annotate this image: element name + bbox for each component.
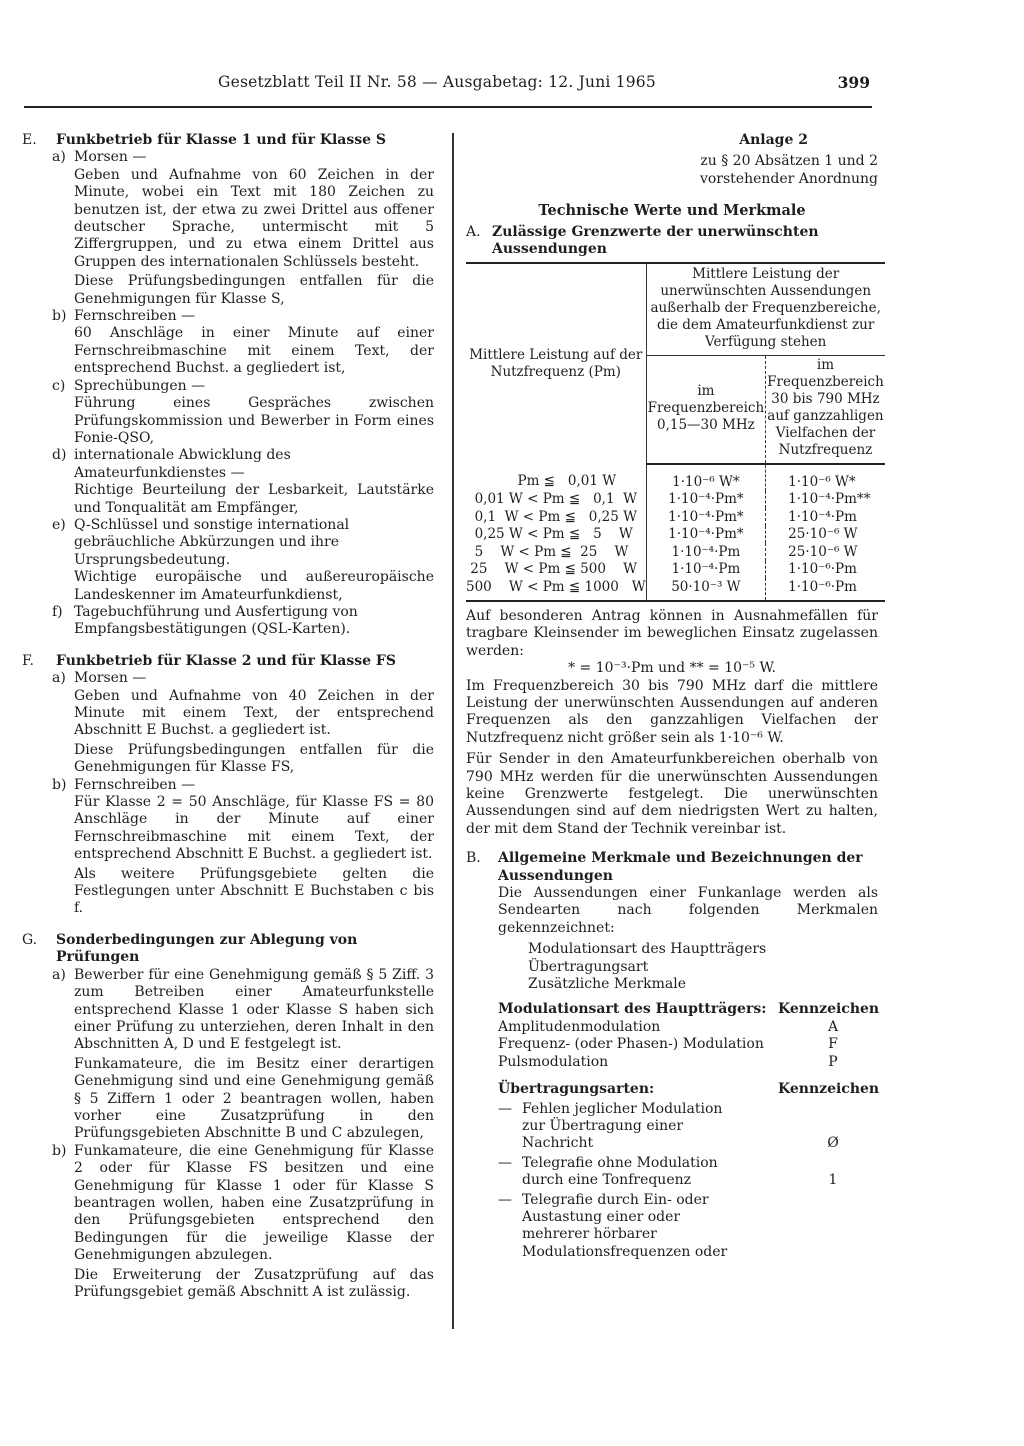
table-row [466,578,885,601]
annex-reference: vorstehender Anordnung [699,170,878,187]
item-paragraph: 60 Anschläge in einer Minute auf einer Fernschreibmaschine mit einem Text, der entsprechend Buchst. a gegliedert ist, [74,325,434,377]
section-e-heading [22,132,434,149]
section-g-item-a [22,967,434,1143]
section-title: Allgemeine Merkmale und Bezeichnungen der Aussendungen [498,850,863,884]
section-e-item-f [22,604,434,639]
table-cell-power: 5 W < Pm ≦ 25 W [466,543,646,561]
table-row [466,543,885,561]
section-letter: G. [22,931,38,948]
item-label: e) [52,516,66,533]
item-paragraph: Als weitere Prüfungsgebiete gelten die Festlegungen unter Abschnitt E Buchstaben c bis f. [74,865,434,917]
paragraph: Für Sender in den Amateurfunkbereichen oberhalb von 790 MHz werden für die unerwünschten Aussendungen keine Grenzwerte festgelegt. Die unerwünschten Aussendungen sind auf dem niedrigsten Wert zu halten, der mit dem Stand der Technik vereinbar ist. [466,751,878,837]
item-paragraph: Diese Prüfungsbedingungen entfallen für die Genehmigungen für Klasse FS, [74,741,434,776]
section-letter: A. [466,223,481,240]
section-f-item-a [22,670,434,776]
transmission-code: Ø [827,1135,839,1152]
section-f-item-b [22,777,434,918]
paragraph: Im Frequenzbereich 30 bis 790 MHz darf die mittlere Leistung der unerwünschten Aussendungen auf anderen Frequenzen als den ganzzahligen Vielfachen der Nutzfrequenz nicht größer sein als 1·10⁻⁶ W. [466,677,878,746]
transmission-code [788,1192,878,1262]
item-paragraph: Wichtige europäische und außereuropäische Landeskenner im Amateurfunkdienst, [74,569,434,603]
table-header-range-b: im Frequenzbereich 30 bis 790 MHz auf ganzzahligen Vielfachen der Nutzfrequenz [766,356,885,465]
table-row [466,508,885,526]
table-cell-power: 25 W < Pm ≦ 500 W [466,561,646,579]
table-cell-range-b: 1·10⁻⁴·Pm** [788,491,871,508]
paragraph: Auf besonderen Antrag können in Ausnahmefällen für tragbare Kleinsender im beweglichen Einsatz zugelassen werden: [466,607,878,659]
list-item: Übertragungsart [528,958,649,975]
item-paragraph: Richtige Beurteilung der Lesbarkeit, Lautstärke und Tonqualität am Empfänger, [74,482,434,516]
modulation-label: Amplitudenmodulation [498,1018,661,1035]
table-row [466,561,885,579]
code-heading: Kennzeichen [778,1081,880,1098]
section-e-item-d [22,447,434,517]
item-label: f) [52,603,63,620]
table-cell-power: 500 W < Pm ≦ 1000 W [466,578,646,601]
table-cell-range-a: 1·10⁻⁴·Pm [646,543,766,561]
item-paragraph: Für Klasse 2 = 50 Anschläge, für Klasse FS = 80 Anschläge in der Minute auf einer Fernschreibmaschine mit einem Text, der entsprechend Abschnitt E Buchst. a gegliedert ist. [74,794,434,863]
technical-title: Technische Werte und Merkmale [538,202,806,220]
table-header-range-a: im Frequenzbereich 0,15—30 MHz [646,356,766,465]
modulation-label: Pulsmodulation [498,1053,609,1070]
section-g-item-b [22,1143,434,1302]
item-label: a) [52,670,66,687]
item-title: Morsen — [74,670,147,687]
transmission-label: Fehlen jeglicher Modulation zur Übertragung einer Nachricht [522,1100,723,1152]
transmission-heading: Übertragungsarten: [498,1081,655,1098]
section-e-item-c [22,378,434,448]
section-b-heading [466,850,878,885]
header-title: Gesetzblatt Teil II Nr. 58 — Ausgabetag: 12. Juni 1965 [218,73,656,91]
item-paragraph: Die Erweiterung der Zusatzprüfung auf das Prüfungsgebiet gemäß Abschnitt A ist zulässig. [74,1266,434,1300]
item-title: Fernschreiben — [74,776,196,793]
annex-title: Anlage 2 [739,132,808,148]
transmission-header [498,1081,878,1098]
paragraph: Die Aussendungen einer Funkanlage werden als Sendearten nach folgenden Merkmalen gekennzeichnet: [498,885,878,936]
code-heading: Kennzeichen [778,1001,880,1018]
table-cell-power: 0,1 W < Pm ≦ 0,25 W [466,508,646,526]
item-label: b) [52,776,67,793]
table-row [466,491,885,509]
item-label: a) [52,966,66,983]
modulation-code: P [828,1053,838,1070]
table-cell-range-b: 1·10⁻⁶ W* [788,473,856,490]
transmission-label: Telegrafie durch Ein- oder Austastung einer oder mehrerer hörbarer Modulationsfrequenzen oder [522,1191,728,1260]
item-title: Sprechübungen — [74,377,206,394]
page-header [24,74,872,98]
transmission-row [498,1192,878,1262]
table-cell-range-b: 1·10⁻⁶·Pm [766,578,885,601]
item-label: d) [52,447,67,464]
section-b-body [466,885,878,993]
table-cell-range-a: 1·10⁻⁴·Pm* [646,508,766,526]
section-a-heading [466,224,878,259]
modulation-table [466,1001,878,1261]
section-title: Zulässige Grenzwerte der unerwünschten Aussendungen [492,223,819,258]
section-title: Funkbetrieb für Klasse 1 und für Klasse S [56,132,387,148]
table-cell-power: 0,25 W < Pm ≦ 5 W [466,526,646,544]
header-rule [24,106,872,108]
table-cell-range-b: 1·10⁻⁶·Pm [788,561,857,578]
transmission-row [498,1101,878,1153]
list-item: Modulationsart des Hauptträgers [528,941,767,958]
transmission-code: 1 [828,1172,838,1189]
table-cell-range-a: 1·10⁻⁶ W* [646,464,766,491]
item-title: Q-Schlüssel und sonstige international gebräuchliche Abkürzungen und ihre Ursprungsbedeutung. [74,516,350,568]
table-cell-range-b: 1·10⁻⁴·Pm [788,508,857,525]
modulation-heading: Modulationsart des Hauptträgers: [498,1001,767,1018]
modulation-header [498,1001,878,1018]
modulation-code: F [828,1036,838,1053]
right-column [466,132,884,1261]
section-e-item-b [22,308,434,378]
table-header-spurious-power: Mittlere Leistung der unerwünschten Aussendungen außerhalb der Frequenzbereiche, die dem Amateurfunkdienst zur Verfügung stehen [646,263,885,356]
table-cell-range-a: 1·10⁻⁴·Pm* [646,491,766,509]
item-paragraph: Funkamateure, die im Besitz einer derartigen Genehmigung sind und eine Genehmigung gemäß § 5 Ziffern 1 oder 2 beantragen wollen, haben vorher eine Zusatzprüfung in den Prüfungsgebieten Abschnitte B und C abzulegen, [74,1055,434,1142]
table-row [466,526,885,544]
modulation-row [498,1019,878,1036]
section-letter: F. [22,652,34,669]
dash-marker: — [498,1191,512,1208]
modulation-code: A [827,1018,839,1035]
modulation-row [498,1036,878,1053]
item-label: c) [52,377,66,394]
section-title: Funkbetrieb für Klasse 2 und für Klasse FS [56,652,396,669]
item-title: Fernschreiben — [74,308,196,325]
dash-marker: — [498,1154,512,1171]
dash-marker: — [498,1100,512,1117]
table-cell-power: 0,01 W < Pm ≦ 0,1 W [466,491,646,509]
limits-table [466,262,885,602]
item-label: a) [52,149,66,166]
transmission-label: Telegrafie ohne Modulation durch eine Tonfrequenz [522,1154,718,1189]
annex-reference: zu § 20 Absätzen 1 und 2 [700,153,878,170]
left-column [22,132,434,1301]
section-letter: B. [466,850,481,867]
item-paragraph: Geben und Aufnahme von 60 Zeichen in der Minute, wobei ein Text mit 180 Zeichen zu benutzen ist, der etwa zu zwei Drittel aus offener deutscher Sprache, untermischt mit 5 Ziffergruppen, und zu etwa einem Drittel aus Gruppen des internationalen Schlüssels besteht. [74,166,434,270]
section-e-item-a [22,149,434,308]
section-letter: E. [22,132,37,148]
table-cell-power: Pm ≦ 0,01 W [466,464,646,491]
item-paragraph: Führung eines Gespräches zwischen Prüfungskommission und Bewerber in Form eines Fonie-QSO, [74,395,434,446]
table-header-useful-power: Mittlere Leistung auf der Nutzfrequenz (Pm) [466,263,646,464]
section-title: Sonderbedingungen zur Ablegung von Prüfungen [56,931,358,966]
item-label: b) [52,308,67,325]
item-title: Tagebuchführung und Ausfertigung von Empfangsbestätigungen (QSL-Karten). [74,603,358,638]
item-paragraph: Bewerber für eine Genehmigung gemäß § 5 Ziff. 3 zum Betreiben einer Amateurfunkstelle entsprechend Klasse 1 oder Klasse S haben sich einer Prüfung zu unterziehen, deren Inhalt in den Abschnitten A, D und E festgelegt ist. [74,966,434,1053]
item-title: Morsen — [74,149,147,166]
page-number: 399 [837,73,870,92]
section-f-heading [22,653,434,670]
item-paragraph: Geben und Aufnahme von 40 Zeichen in der Minute mit einem Text, der entsprechend Abschnitt E Buchst. a gegliedert ist. [74,687,434,739]
table-cell-range-b: 25·10⁻⁶ W [788,543,858,560]
column-divider [452,133,454,1329]
formula: * = 10⁻³·Pm und ** = 10⁻⁵ W. [568,660,776,677]
transmission-row [498,1155,878,1190]
item-paragraph: Diese Prüfungsbedingungen entfallen für die Genehmigungen für Klasse S, [74,273,434,307]
table-cell-range-b: 25·10⁻⁶ W [788,526,858,543]
section-e-item-e [22,517,434,604]
table-cell-range-a: 1·10⁻⁴·Pm [646,561,766,579]
modulation-label: Frequenz- (oder Phasen-) Modulation [498,1036,764,1053]
item-label: b) [52,1142,67,1159]
feature-list [498,941,878,993]
annex-block [466,132,878,188]
list-item: Zusätzliche Merkmale [528,976,687,993]
item-title: internationale Abwicklung des Amateurfunkdienstes — [74,447,291,481]
table-cell-range-a: 1·10⁻⁴·Pm* [646,526,766,544]
section-g-heading [22,932,434,967]
table-row [466,464,885,491]
item-paragraph: Funkamateure, die eine Genehmigung für Klasse 2 oder für Klasse FS besitzen und eine Genehmigung für Klasse 1 oder für Klasse S beantragen wollen, haben eine Zusatzprüfung in den Prüfungsgebieten entsprechend den Bedingungen für die jeweilige Klasse der Genehmigungen abzulegen. [74,1142,434,1264]
table-cell-range-a: 50·10⁻³ W [646,578,766,601]
modulation-row [498,1054,878,1071]
